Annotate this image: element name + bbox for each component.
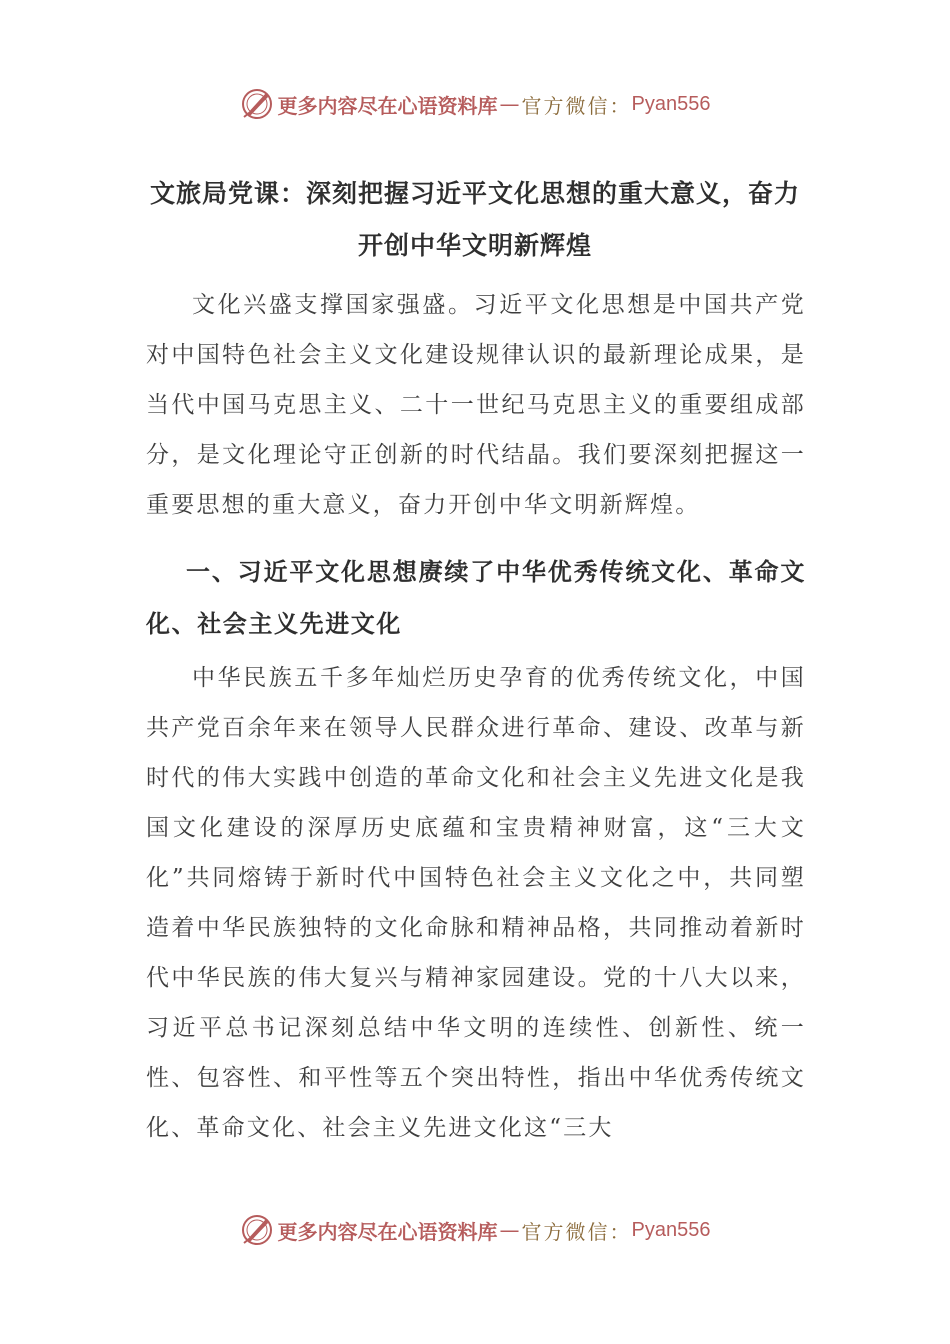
watermark-official-label: 官方微信： bbox=[521, 93, 632, 118]
watermark-account: Pyan556 bbox=[631, 92, 711, 115]
watermark-separator: — bbox=[499, 1218, 520, 1242]
quill-logo-icon bbox=[240, 1213, 274, 1247]
watermark-prefix: 更多内容尽在心语资料库 bbox=[277, 1219, 498, 1244]
section-1-heading: 一、习近平文化思想赓续了中华优秀传统文化、革命文化、社会主义先进文化 bbox=[146, 557, 806, 638]
watermark-official-label: 官方微信： bbox=[521, 1219, 632, 1244]
document-title: 文旅局党课：深刻把握习近平文化思想的重大意义，奋力开创中华文明新辉煌 bbox=[149, 179, 800, 260]
intro-paragraph: 文化兴盛支撑国家强盛。习近平文化思想是中国共产党对中国特色社会主义文化建设规律认识的最新理论成果，是当代中国马克思主义、二十一世纪马克思主义的重要组成部分，是文化理论守正创新的时代结晶。我们要深刻把握这一重要思想的重大意义，奋力开创中华文明新辉煌。 bbox=[146, 292, 806, 518]
watermark-separator: — bbox=[499, 92, 520, 116]
watermark-account: Pyan556 bbox=[631, 1218, 711, 1241]
watermark-prefix: 更多内容尽在心语资料库 bbox=[277, 93, 498, 118]
footer-watermark bbox=[0, 1212, 950, 1248]
section-1-paragraph: 中华民族五千多年灿烂历史孕育的优秀传统文化，中国共产党百余年来在领导人民群众进行革命、建设、改革与新时代的伟大实践中创造的革命文化和社会主义先进文化是我国文化建设的深厚历史底蕴和宝贵精神财富，这“三大文化”共同熔铸于新时代中国特色社会主义文化之中，共同塑造着中华民族独特的文化命脉和精神品格，共同推动着新时代中华民族的伟大复兴与精神家园建设。党的十八大以来，习近平总书记深刻总结中华文明的连续性、创新性、统一性、包容性、和平性等五个突出特性，指出中华优秀传统文化、革命文化、社会主义先进文化这“三大 bbox=[146, 665, 806, 1141]
quill-logo-icon bbox=[240, 87, 274, 121]
header-watermark bbox=[0, 86, 950, 122]
